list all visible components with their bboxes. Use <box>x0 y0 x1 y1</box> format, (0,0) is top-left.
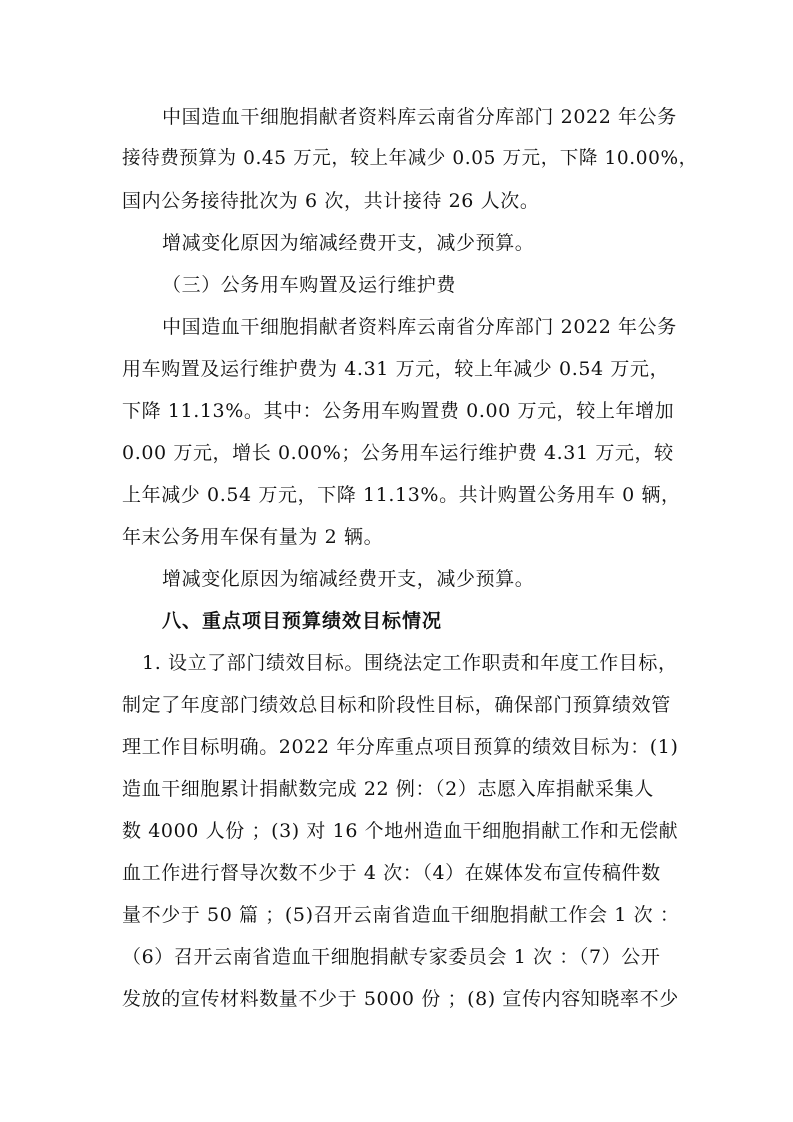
paragraph-line: 制定了年度部门绩效总目标和阶段性目标，确保部门预算绩效管 <box>122 694 671 716</box>
paragraph-line: 上年减少 0.54 万元，下降 11.13%。共计购置公务用车 0 辆， <box>122 484 681 506</box>
paragraph-line: 理工作目标明确。2022 年分库重点项目预算的绩效目标为：(1) <box>122 736 679 758</box>
paragraph-line: 血工作进行督导次数不少于 4 次：（4）在媒体发布宣传稿件数 <box>122 862 661 884</box>
paragraph-line: 中国造血干细胞捐献者资料库云南省分库部门 2022 年公务 <box>162 106 677 128</box>
paragraph-line: 增减变化原因为缩减经费开支，减少预算。 <box>162 568 535 590</box>
paragraph-line: 下降 11.13%。其中：公务用车购置费 0.00 万元，较上年增加 <box>122 400 675 422</box>
paragraph-line: 量不少于 50 篇 ；(5)召开云南省造血干细胞捐献工作会 1 次 ： <box>122 904 680 926</box>
section-heading: 八、重点项目预算绩效目标情况 <box>162 610 443 632</box>
paragraph-line: 0.00 万元，增长 0.00%；公务用车运行维护费 4.31 万元，较 <box>122 442 674 464</box>
section-subheading: （三）公务用车购置及运行维护费 <box>162 274 457 296</box>
paragraph-line: 用车购置及运行维护费为 4.31 万元，较上年减少 0.54 万元， <box>122 358 670 380</box>
paragraph-line: 接待费预算为 0.45 万元，较上年减少 0.05 万元，下降 10.00%， <box>122 148 698 169</box>
paragraph-line: 中国造血干细胞捐献者资料库云南省分库部门 2022 年公务 <box>162 316 677 338</box>
paragraph-line: 造血干细胞累计捐献数完成 22 例：（2）志愿入库捐献采集人 <box>122 778 654 800</box>
paragraph-line: （6）召开云南省造血干细胞捐献专家委员会 1 次 ：（7）公开 <box>122 946 661 968</box>
paragraph-line: 数 4000 人份 ；(3) 对 16 个地州造血干细胞捐献工作和无偿献 <box>122 820 679 842</box>
paragraph-line: 国内公务接待批次为 6 次，共计接待 26 人次。 <box>122 190 540 212</box>
paragraph-line: 1. 设立了部门绩效目标。围绕法定工作职责和年度工作目标， <box>142 652 678 674</box>
paragraph-line: 年末公务用车保有量为 2 辆。 <box>122 526 384 548</box>
paragraph-line: 发放的宣传材料数量不少于 5000 份 ；(8) 宣传内容知晓率不少 <box>122 988 679 1010</box>
paragraph-line: 增减变化原因为缩减经费开支，减少预算。 <box>162 232 535 254</box>
